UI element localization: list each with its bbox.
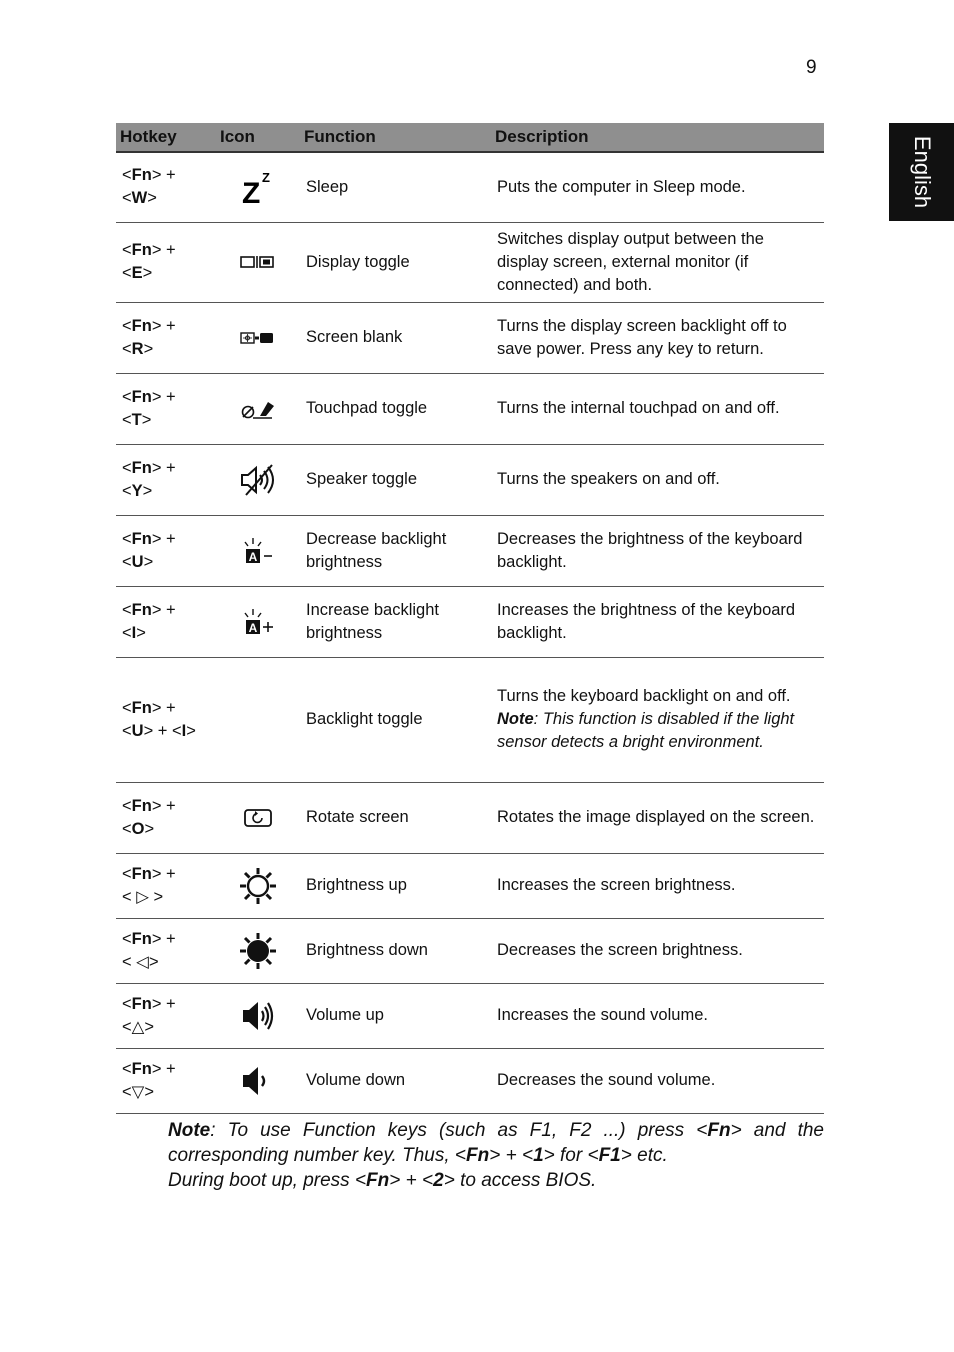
function-cell: Volume up bbox=[300, 983, 491, 1048]
table-row bbox=[116, 152, 824, 222]
table-row bbox=[116, 983, 824, 1048]
backlight-increase-icon bbox=[238, 612, 278, 635]
rotate-screen-icon bbox=[238, 808, 278, 826]
description-cell: Turns the keyboard backlight on and off. Note: This function is disabled if the light sensor detects a bright environment. bbox=[491, 657, 824, 782]
volume-down-icon bbox=[238, 1071, 278, 1089]
function-cell: Rotate screen bbox=[300, 782, 491, 853]
note-line-3: During boot up, press <Fn> + <2> to access BIOS. bbox=[168, 1170, 597, 1191]
function-cell: Backlight toggle bbox=[300, 657, 491, 782]
hotkey-cell: <Fn> + < ▷ > bbox=[116, 853, 216, 918]
icon-cell bbox=[216, 782, 300, 853]
table-row bbox=[116, 222, 824, 302]
function-cell: Brightness up bbox=[300, 853, 491, 918]
hotkey-cell: <Fn> + <R> bbox=[116, 302, 216, 373]
function-cell: Speaker toggle bbox=[300, 444, 491, 515]
brightness-down-icon bbox=[238, 941, 278, 959]
page-number: 9 bbox=[806, 57, 817, 78]
table-header-row bbox=[116, 123, 824, 152]
screen-blank-icon bbox=[238, 328, 278, 346]
table-row bbox=[116, 782, 824, 853]
header-hotkey: Hotkey bbox=[116, 123, 216, 152]
description-cell: Puts the computer in Sleep mode. bbox=[491, 152, 824, 222]
function-cell: Brightness down bbox=[300, 918, 491, 983]
svg-text:Z: Z bbox=[242, 177, 261, 208]
hotkey-cell: <Fn> + <T> bbox=[116, 373, 216, 444]
hotkey-cell: <Fn> + <U> bbox=[116, 515, 216, 586]
note-line-1: Note: To use Function keys (such as F1, F2 ...) press <Fn> and the bbox=[168, 1120, 824, 1141]
function-cell: Screen blank bbox=[300, 302, 491, 373]
hotkey-table bbox=[116, 123, 824, 1114]
table-row bbox=[116, 586, 824, 657]
svg-text:A: A bbox=[248, 549, 258, 564]
table-row bbox=[116, 444, 824, 515]
icon-cell bbox=[216, 657, 300, 782]
icon-cell bbox=[216, 373, 300, 444]
function-key-note bbox=[168, 1118, 824, 1193]
note-label: Note bbox=[168, 1120, 211, 1141]
table-row bbox=[116, 373, 824, 444]
description-cell: Decreases the brightness of the keyboard backlight. bbox=[491, 515, 824, 586]
description-cell: Turns the speakers on and off. bbox=[491, 444, 824, 515]
display-toggle-icon bbox=[238, 253, 278, 271]
volume-up-icon bbox=[238, 1006, 278, 1024]
icon-cell bbox=[216, 918, 300, 983]
table-row bbox=[116, 853, 824, 918]
icon-cell bbox=[216, 983, 300, 1048]
description-cell: Increases the brightness of the keyboard backlight. bbox=[491, 586, 824, 657]
icon-cell bbox=[216, 444, 300, 515]
note-line-2: corresponding number key. Thus, <Fn> + <1> for <F1> etc. bbox=[168, 1145, 668, 1166]
icon-cell bbox=[216, 515, 300, 586]
description-cell: Turns the display screen backlight off to save power. Press any key to return. bbox=[491, 302, 824, 373]
header-description: Description bbox=[491, 123, 824, 152]
icon-cell bbox=[216, 586, 300, 657]
table-row bbox=[116, 1048, 824, 1113]
icon-cell bbox=[216, 302, 300, 373]
hotkey-cell: <Fn> + <Y> bbox=[116, 444, 216, 515]
description-cell: Increases the sound volume. bbox=[491, 983, 824, 1048]
icon-cell bbox=[216, 222, 300, 302]
icon-cell bbox=[216, 853, 300, 918]
svg-text:A: A bbox=[248, 620, 258, 635]
speaker-toggle-icon bbox=[238, 470, 278, 488]
hotkey-cell: <Fn> + <△> bbox=[116, 983, 216, 1048]
hotkey-cell: <Fn> + <▽> bbox=[116, 1048, 216, 1113]
svg-text:Z: Z bbox=[262, 170, 270, 186]
hotkey-cell: <Fn> + < ◁> bbox=[116, 918, 216, 983]
touchpad-toggle-icon bbox=[238, 399, 278, 417]
hotkey-cell: <Fn> + <W> bbox=[116, 152, 216, 222]
description-note: Note: This function is disabled if the light sensor detects a bright environment. bbox=[497, 710, 795, 751]
backlight-decrease-icon bbox=[238, 541, 278, 564]
table-row bbox=[116, 657, 824, 782]
function-cell: Sleep bbox=[300, 152, 491, 222]
function-cell: Decrease backlight brightness bbox=[300, 515, 491, 586]
description-cell: Decreases the screen brightness. bbox=[491, 918, 824, 983]
description-cell: Decreases the sound volume. bbox=[491, 1048, 824, 1113]
language-tab bbox=[889, 123, 954, 221]
brightness-up-icon bbox=[238, 876, 278, 894]
hotkey-cell: <Fn> + <I> bbox=[116, 586, 216, 657]
table-row bbox=[116, 302, 824, 373]
header-icon: Icon bbox=[216, 123, 300, 152]
table-row bbox=[116, 918, 824, 983]
description-cell: Increases the screen brightness. bbox=[491, 853, 824, 918]
hotkey-cell: <Fn> + <E> bbox=[116, 222, 216, 302]
description-cell: Rotates the image displayed on the screen. bbox=[491, 782, 824, 853]
icon-cell bbox=[216, 1048, 300, 1113]
language-tab-label: English bbox=[909, 135, 935, 209]
function-cell: Touchpad toggle bbox=[300, 373, 491, 444]
function-cell: Increase backlight brightness bbox=[300, 586, 491, 657]
table-row bbox=[116, 515, 824, 586]
description-cell: Turns the internal touchpad on and off. bbox=[491, 373, 824, 444]
sleep-icon bbox=[238, 170, 278, 208]
function-cell: Display toggle bbox=[300, 222, 491, 302]
hotkey-cell: <Fn> + <O> bbox=[116, 782, 216, 853]
header-function: Function bbox=[300, 123, 491, 152]
hotkey-cell: <Fn> + <U> + <I> bbox=[116, 657, 216, 782]
function-cell: Volume down bbox=[300, 1048, 491, 1113]
icon-cell bbox=[216, 152, 300, 222]
description-cell: Switches display output between the display screen, external monitor (if connected) and both. bbox=[491, 222, 824, 302]
